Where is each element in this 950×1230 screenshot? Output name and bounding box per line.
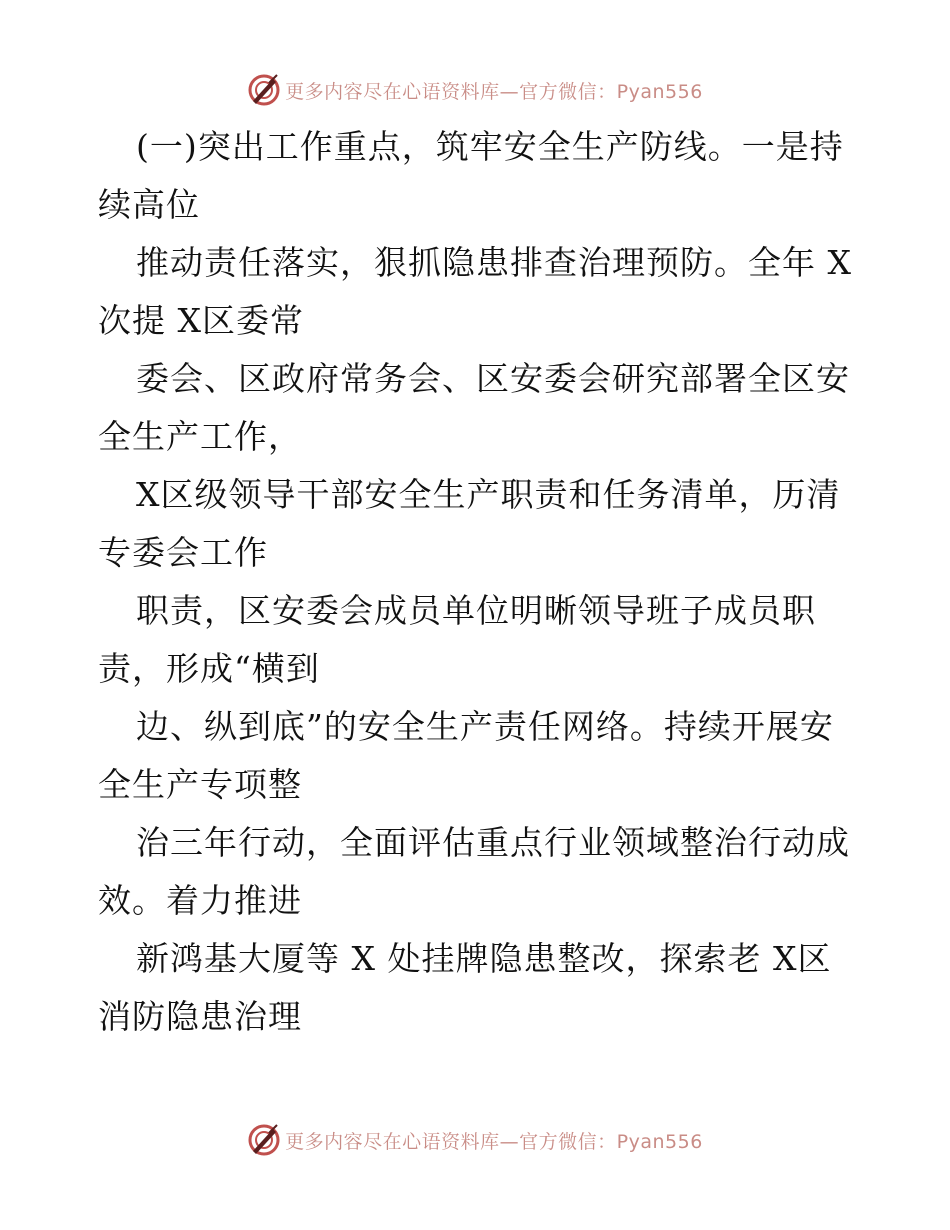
paragraph: (一)突出工作重点，筑牢安全生产防线。一是持续高位	[98, 127, 844, 224]
paragraph: 治三年行动，全面评估重点行业领域整治行动成效。着力推进	[98, 823, 850, 920]
document-body	[98, 118, 858, 1046]
pen-logo-icon	[247, 1123, 281, 1157]
paragraph: 边、纵到底”的安全生产责任网络。持续开展安全生产专项整	[98, 707, 834, 804]
watermark-text: 更多内容尽在心语资料库—官方微信：Pyan556	[285, 80, 703, 103]
paragraph: 委会、区政府常务会、区安委会研究部署全区安全生产工作，	[98, 359, 850, 456]
header-watermark	[0, 70, 950, 110]
paragraph: 新鸿基大厦等 X 处挂牌隐患整改，探索老 X区消防隐患治理	[98, 939, 832, 1036]
paragraph: 推动责任落实，狠抓隐患排查治理预防。全年 X 次提 X区委常	[98, 243, 852, 340]
paragraph: 职责，区安委会成员单位明晰领导班子成员职责，形成“横到	[98, 591, 816, 688]
paragraph: X区级领导干部安全生产职责和任务清单，历清专委会工作	[98, 475, 841, 572]
pen-logo-icon	[247, 73, 281, 107]
watermark-text: 更多内容尽在心语资料库—官方微信：Pyan556	[285, 1130, 703, 1153]
footer-watermark	[0, 1120, 950, 1160]
